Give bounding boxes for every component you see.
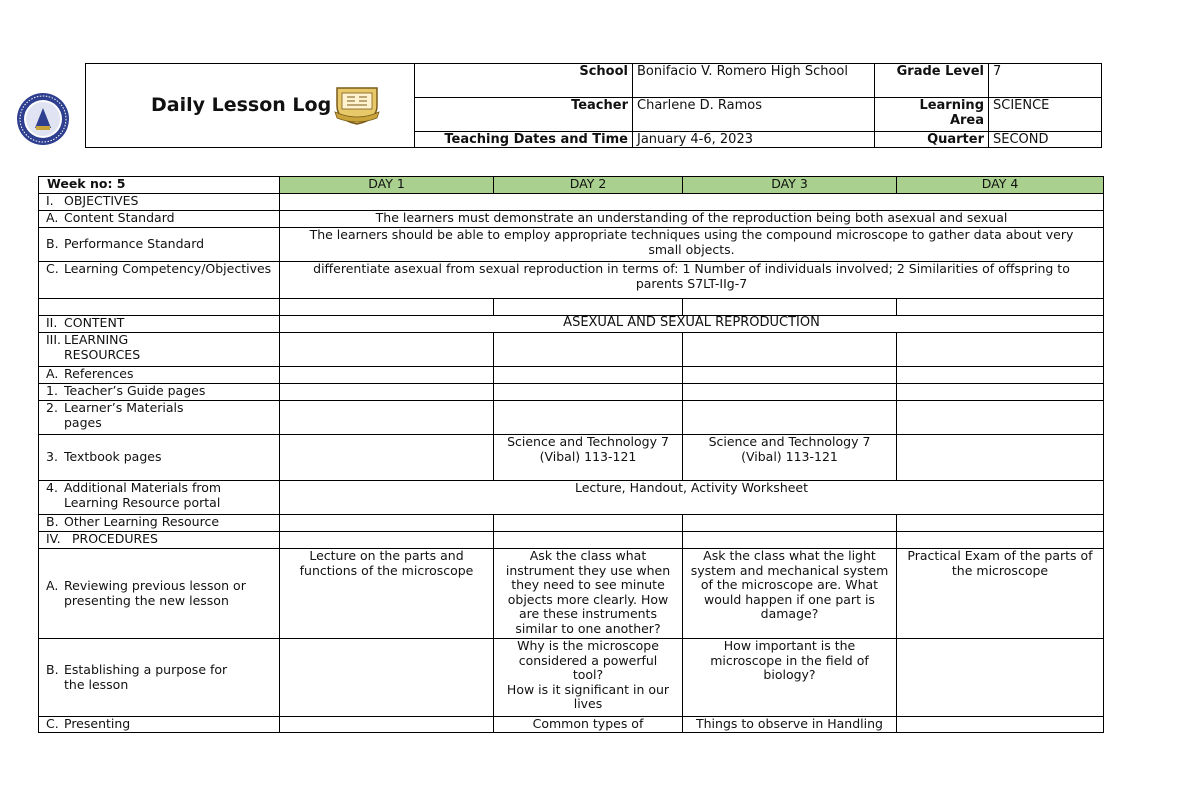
section-label: PROCEDURES xyxy=(72,531,158,546)
page-title: Daily Lesson Log xyxy=(151,94,332,116)
empty-cell xyxy=(683,299,897,316)
header-table xyxy=(85,63,1102,148)
empty-cell xyxy=(494,401,683,435)
table-row xyxy=(39,194,1104,211)
purpose-day2-question: Why is the microscope considered a powerful tool? xyxy=(517,638,659,682)
empty-cell xyxy=(683,515,897,532)
purpose-day3: How important is the microscope in the field of biology? xyxy=(683,639,897,717)
competency-value: differentiate asexual from sexual reproduction in terms of: 1 Number of individuals involved; 2 Similarities of offspring to parents S7LT-IIg-7 xyxy=(280,262,1104,299)
item-label: Content Standard xyxy=(64,210,175,225)
empty-cell xyxy=(683,401,897,435)
empty-cell xyxy=(494,515,683,532)
table-row xyxy=(39,532,1104,549)
table-row xyxy=(39,481,1104,515)
empty-cell xyxy=(683,384,897,401)
item-number: C. xyxy=(46,716,59,731)
empty-cell xyxy=(280,367,494,384)
grade-label: Grade Level xyxy=(875,64,989,98)
content-value: ASEXUAL AND SEXUAL REPRODUCTION xyxy=(280,316,1104,333)
item-label: References xyxy=(64,366,134,381)
table-row xyxy=(39,367,1104,384)
empty-cell xyxy=(280,435,494,481)
item-label: Other Learning Resource xyxy=(64,514,220,529)
purpose-day2-followup: How is it significant in our lives xyxy=(506,681,670,711)
additional-materials-value: Lecture, Handout, Activity Worksheet xyxy=(280,481,1104,515)
item-label: Learning Competency/Objectives xyxy=(64,261,272,276)
empty-cell xyxy=(280,515,494,532)
dates-value: January 4-6, 2023 xyxy=(633,132,875,148)
table-row xyxy=(39,333,1104,367)
teacher-label: Teacher xyxy=(415,98,633,132)
item-label: Teacher’s Guide pages xyxy=(64,383,206,398)
dates-label: Teaching Dates and Time xyxy=(415,132,633,148)
section-number: III. xyxy=(46,332,62,347)
table-row xyxy=(39,401,1104,435)
section-number: II. xyxy=(46,315,58,330)
purpose-label xyxy=(39,639,280,717)
section-number: I. xyxy=(46,193,54,208)
item-number: 3. xyxy=(46,449,58,465)
grade-value: 7 xyxy=(989,64,1102,98)
day-header-4: DAY 4 xyxy=(897,177,1104,194)
empty-cell xyxy=(897,435,1104,481)
reviewing-day3: Ask the class what the light system and mechanical system of the microscope are. What would happen if one part is damage? xyxy=(683,549,897,639)
table-row xyxy=(39,316,1104,333)
item-number: B. xyxy=(46,662,59,677)
empty-cell xyxy=(280,384,494,401)
section-label: CONTENT xyxy=(64,315,125,330)
reviewing-label xyxy=(39,549,280,639)
teacher-value: Charlene D. Ramos xyxy=(633,98,875,132)
empty-cell xyxy=(494,532,683,549)
empty-cell xyxy=(897,515,1104,532)
empty-cell xyxy=(683,333,897,367)
table-row xyxy=(39,435,1104,481)
content-standard-value: The learners must demonstrate an understanding of the reproduction being both asexual and sexual xyxy=(280,211,1104,228)
title-cell xyxy=(86,64,415,148)
table-row xyxy=(39,262,1104,299)
item-label: Establishing a purpose for the lesson xyxy=(64,662,228,692)
table-row xyxy=(39,211,1104,228)
procedures-heading xyxy=(39,532,280,549)
week-label: Week no: 5 xyxy=(39,177,280,194)
table-row xyxy=(39,384,1104,401)
quarter-value: SECOND xyxy=(989,132,1102,148)
day-header-1: DAY 1 xyxy=(280,177,494,194)
competency-label xyxy=(39,262,280,299)
empty-cell xyxy=(280,639,494,717)
lesson-table xyxy=(38,176,1104,733)
item-number: A. xyxy=(46,578,59,593)
purpose-day2 xyxy=(494,639,683,717)
learners-materials-label xyxy=(39,401,280,435)
textbook-label xyxy=(39,435,280,481)
item-number: A. xyxy=(46,210,59,225)
area-label: Learning Area xyxy=(875,98,989,132)
teachers-guide-label xyxy=(39,384,280,401)
empty-cell xyxy=(494,367,683,384)
day-header-3: DAY 3 xyxy=(683,177,897,194)
item-label: Performance Standard xyxy=(64,236,205,252)
learning-resources-heading xyxy=(39,333,280,367)
section-label: LEARNING RESOURCES xyxy=(64,332,141,362)
school-crest-icon xyxy=(333,82,381,126)
empty-cell xyxy=(494,333,683,367)
presenting-label xyxy=(39,717,280,733)
item-label: Additional Materials from Learning Resource portal xyxy=(64,480,222,510)
empty-cell xyxy=(897,333,1104,367)
table-row xyxy=(39,639,1104,717)
empty-cell xyxy=(39,299,280,316)
table-row xyxy=(39,717,1104,733)
textbook-day3: Science and Technology 7 (Vibal) 113-121 xyxy=(683,435,897,481)
table-row xyxy=(39,177,1104,194)
empty-cell xyxy=(897,401,1104,435)
empty-cell xyxy=(280,401,494,435)
performance-standard-value: The learners should be able to employ appropriate techniques using the compound microscope to gather data about very small objects. xyxy=(280,228,1104,262)
other-resource-label xyxy=(39,515,280,532)
quarter-label: Quarter xyxy=(875,132,989,148)
section-label: OBJECTIVES xyxy=(64,193,139,208)
presenting-day2: Common types of xyxy=(494,717,683,733)
reviewing-day4: Practical Exam of the parts of the microscope xyxy=(897,549,1104,639)
additional-materials-label xyxy=(39,481,280,515)
presenting-day3: Things to observe in Handling xyxy=(683,717,897,733)
objectives-heading xyxy=(39,194,280,211)
item-number: 1. xyxy=(46,383,58,398)
table-row xyxy=(39,515,1104,532)
content-standard-label xyxy=(39,211,280,228)
empty-cell xyxy=(683,532,897,549)
item-number: C. xyxy=(46,261,59,276)
empty-cell xyxy=(897,367,1104,384)
reviewing-day1: Lecture on the parts and functions of the microscope xyxy=(280,549,494,639)
area-value: SCIENCE xyxy=(989,98,1102,132)
empty-cell xyxy=(897,299,1104,316)
day-header-2: DAY 2 xyxy=(494,177,683,194)
item-label: Learner’s Materials pages xyxy=(64,400,184,430)
section-number: IV. xyxy=(46,531,61,546)
empty-cell xyxy=(897,384,1104,401)
item-number: A. xyxy=(46,366,59,381)
school-value: Bonifacio V. Romero High School xyxy=(633,64,875,98)
reviewing-day2: Ask the class what instrument they use when they need to see minute objects more clearly. How are these instruments similar to one another? xyxy=(494,549,683,639)
empty-cell xyxy=(897,639,1104,717)
item-number: 2. xyxy=(46,400,58,415)
empty-cell xyxy=(280,532,494,549)
empty-cell xyxy=(494,384,683,401)
empty-cell xyxy=(897,717,1104,733)
item-number: 4. xyxy=(46,480,58,495)
empty-cell xyxy=(280,194,1104,211)
item-label: Textbook pages xyxy=(64,449,162,465)
deped-seal-icon xyxy=(16,92,70,146)
table-row xyxy=(39,228,1104,262)
content-heading xyxy=(39,316,280,333)
item-number: B. xyxy=(46,236,59,252)
empty-cell xyxy=(494,299,683,316)
table-row xyxy=(39,549,1104,639)
item-number: B. xyxy=(46,514,59,529)
textbook-day2: Science and Technology 7 (Vibal) 113-121 xyxy=(494,435,683,481)
item-label: Presenting xyxy=(64,716,131,731)
empty-cell xyxy=(280,333,494,367)
performance-standard-label xyxy=(39,228,280,262)
item-label: Reviewing previous lesson or presenting the new lesson xyxy=(64,578,246,608)
references-label xyxy=(39,367,280,384)
school-label: School xyxy=(415,64,633,98)
empty-cell xyxy=(280,717,494,733)
empty-cell xyxy=(897,532,1104,549)
empty-cell xyxy=(683,367,897,384)
table-row xyxy=(39,299,1104,316)
empty-cell xyxy=(280,299,494,316)
